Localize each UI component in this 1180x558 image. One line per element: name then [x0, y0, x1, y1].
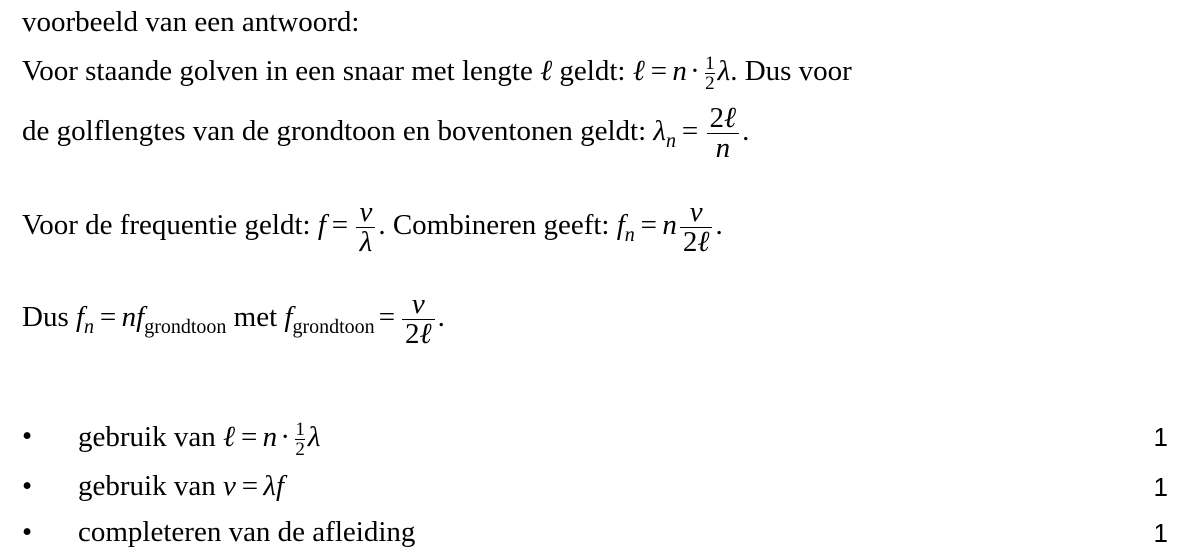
formula-fn: $f_n$ = nf: [75, 301, 145, 339]
heading: voorbeeld van een antwoord:: [22, 6, 360, 38]
formula-combined: $f_n = n$: [616, 209, 677, 247]
paragraph-standing-waves: Voor staande golven in een snaar met lengte ℓ geldt: ℓ = n · $\frac{1}{2}$ λ. Dus voor: [22, 53, 852, 94]
formula-wavelength: $\lambda_n$ =: [653, 115, 700, 153]
formula-frequency: f =: [317, 209, 350, 242]
rubric-score: 1: [1153, 518, 1168, 548]
rubric-score: 1: [1153, 472, 1168, 502]
formula-length: ℓ = n ·: [632, 55, 699, 88]
paragraph-frequency: Voor de frequentie geldt: f = $\frac{v}{\lambda}$ . Combineren geeft: $f_n = n$ $\frac{v}{\text{2ℓ}}$ .: [22, 196, 723, 258]
paragraph-wavelengths: de golflengtes van de grondtoon en boventonen geldt: $\lambda_n$ = $\frac{\text{2ℓ}}{n}$ .: [22, 102, 750, 164]
formula-fundamental: f: [284, 301, 293, 334]
rubric-score: 1: [1153, 422, 1168, 452]
paragraph-conclusion: Dus $f_n = nf_{grondtoon}$ met $f_{grondtoon}$ = $\frac{v}{\text{2ℓ}}$ .: [22, 288, 445, 350]
